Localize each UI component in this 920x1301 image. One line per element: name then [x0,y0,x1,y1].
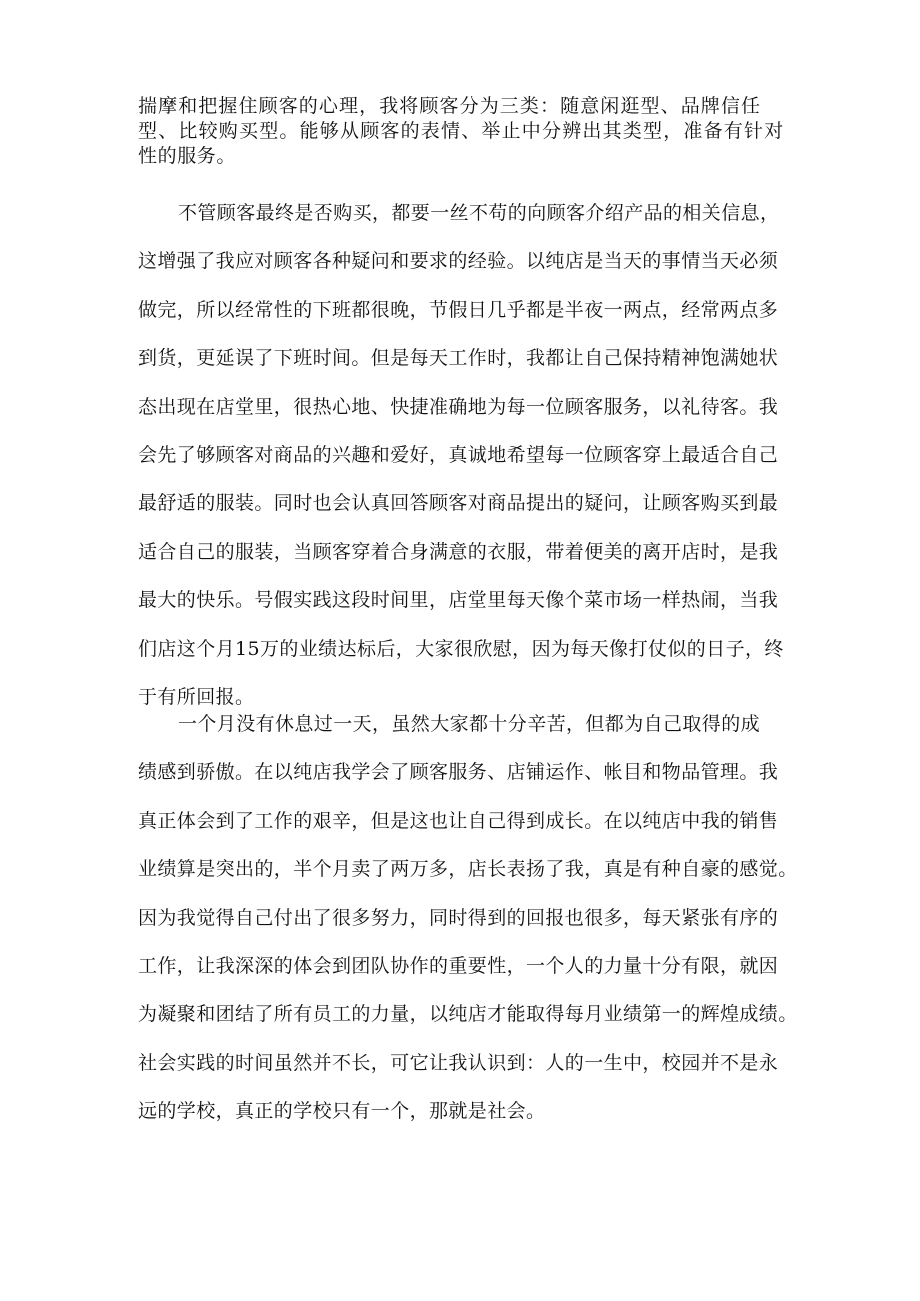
text-line: 最舒适的服装。同时也会认真回答顾客对商品提出的疑问，让顾客购买到最 [138,492,779,515]
paragraph-store-work [138,189,790,721]
text-line: 因为我觉得自己付出了很多努力，同时得到的回报也很多，每天紧张有序的 [138,906,779,929]
text-line: 做完，所以经常性的下班都很晚，节假日几乎都是半夜一两点，经常两点多 [138,298,779,321]
text-line: 工作，让我深深的体会到团队协作的重要性，一个人的力量十分有限，就因 [138,955,779,978]
text-line: 最大的快乐。号假实践这段时间里，店堂里每天像个菜市场一样热闹，当我 [138,589,779,612]
text-line: 到货，更延误了下班时间。但是每天工作时，我都让自己保持精神饱满她状 [138,347,779,370]
text-line: 真正体会到了工作的艰辛，但是这也让自己得到成长。在以纯店中我的销售 [138,809,779,832]
text-line: 适合自己的服装，当顾客穿着合身满意的衣服，带着便美的离开店时，是我 [138,540,779,563]
text-line: 业绩算是突出的，半个月卖了两万多，店长表扬了我，真是有种自豪的感觉。 [138,858,798,881]
text-line: 这增强了我应对顾客各种疑问和要求的经验。以纯店是当天的事情当天必须 [138,250,779,273]
text-line: 揣摩和把握住顾客的心理，我将顾客分为三类：随意闲逛型、品牌信任 [138,95,762,117]
text-line: 性的服务。 [138,145,237,167]
text-line: 为凝聚和团结了所有员工的力量，以纯店才能取得每月业绩第一的辉煌成绩。 [138,1003,798,1026]
paragraph-customer-types [138,94,790,169]
text-line: 绩感到骄傲。在以纯店我学会了顾客服务、店铺运作、帐目和物品管理。我 [138,761,779,784]
text-line: 会先了够顾客对商品的兴趣和爱好，真诚地希望每一位顾客穿上最适合自己 [138,444,779,467]
text-line: 们店这个月15万的业绩达标后，大家很欣慰，因为每天像打仗似的日子，终 [138,637,784,660]
text-line: 于有所回报。 [138,686,255,709]
text-line: 远的学校，真正的学校只有一个，那就是社会。 [138,1100,546,1123]
text-line: 不管顾客最终是否购买，都要一丝不苟的向顾客介绍产品的相关信息， [178,202,780,224]
text-line: 社会实践的时间虽然并不长，可它让我认识到：人的一生中，校园并不是永 [138,1051,779,1074]
text-line: 一个月没有休息过一天，虽然大家都十分辛苦，但都为自己取得的成 [178,713,761,735]
text-line: 态出现在店堂里，很热心地、快捷准确地为每一位顾客服务，以礼待客。我 [138,395,779,418]
paragraph-reflection [138,700,798,1136]
text-line: 型、比较购买型。能够从顾客的表情、举止中分辨出其类型，准备有针对 [138,120,785,142]
